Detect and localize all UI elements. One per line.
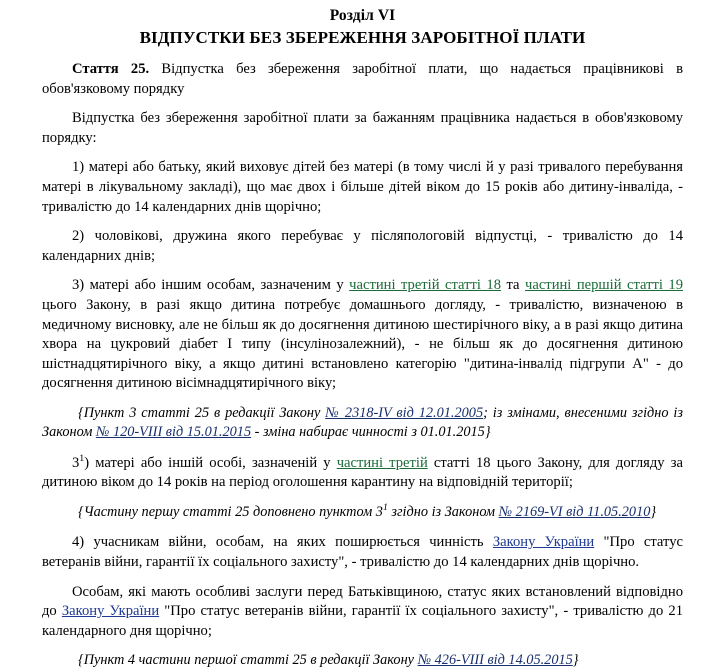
paragraph-item-3-1 [42, 454, 683, 493]
link-law-2318-iv[interactable]: № 2318-IV від 12.01.2005 [325, 404, 484, 421]
paragraph-item-5 [42, 583, 683, 642]
link-part-one-article-19[interactable]: частині першій статті 19 [525, 277, 683, 294]
item-5-tail: "Про статус ветеранів війни, гарантії їх соціального захисту", - тривалістю до 21 календарного дня щорічно; [42, 603, 684, 639]
note-3-mid: ; із змінами, внесеними згідно із Законом [42, 404, 683, 441]
item-3-tail: цього Закону, в разі якщо дитина потребує домашнього догляду, - тривалістю, визначеною в медичному висновку, але не більш як до досягнення дитиною шестирічного віку, а в разі якщо дитина хвора на цукровий діабет I типу (інсулінозалежний), - не більш як до досягнення дитиною шістнадцятирічного віку, а якщо дитині встановлено категорію "дитина-інвалід підгрупи А" - до досягнення дитиною вісімнадцятирічного віку; [42, 296, 683, 392]
link-law-2169-vi[interactable]: № 2169-VI від 11.05.2010 [498, 503, 651, 520]
article-heading-text: Відпустка без збереження заробітної плати, що надається працівникові в обов'язковому порядку [42, 61, 683, 97]
link-part-three-article-18[interactable]: частині третій статті 18 [349, 277, 502, 294]
note-item-4 [42, 651, 683, 670]
link-part-three[interactable]: частині третій [336, 454, 428, 471]
item-3-1-tail: статті 18 цього Закону, для догляду за дитиною віком до 14 років на період оголошення карантину на відповідній території; [42, 454, 683, 491]
link-law-426-viii[interactable]: № 426-VIII від 14.05.2015 [417, 652, 573, 669]
paragraph-intro: Відпустка без збереження заробітної плати за бажанням працівника надається в обов'язковому порядку: [42, 110, 683, 146]
section-label: Розділ VI [329, 7, 396, 24]
item-3-mid: та [501, 277, 526, 294]
note-item-3 [42, 404, 683, 443]
paragraph-item-3 [42, 276, 683, 394]
link-law-120-viii[interactable]: № 120-VIII від 15.01.2015 [95, 424, 252, 441]
note-4-tail: } [572, 652, 579, 669]
item-4-tail: "Про статус ветеранів війни, гарантії їх соціального захисту", - тривалістю до 14 календарних днів щорічно. [42, 534, 683, 570]
note-3-1-tail: } [650, 503, 657, 520]
note-3-lead: {Пункт 3 статті 25 в редакції Закону [78, 404, 326, 421]
paragraph-item-2: 2) чоловікові, дружина якого перебуває у післяпологовій відпустці, - тривалістю до 14 календарних днів; [42, 228, 683, 264]
item-3-1-lead: ) матері або іншій особі, зазначеній у [84, 454, 337, 471]
note-3-tail: - зміна набирає чинності з 01.01.2015} [251, 424, 491, 441]
item-3-1-superscript: 1 [79, 452, 85, 464]
item-3-1-number: 3 [72, 454, 80, 471]
section-title: ВІДПУСТКИ БЕЗ ЗБЕРЕЖЕННЯ ЗАРОБІТНОЇ ПЛАТИ [139, 28, 586, 47]
item-5-lead: Особам, які мають особливі заслуги перед Батьківщиною, статус яких встановлений відповідно до [42, 583, 683, 620]
note-item-3-1 [42, 503, 683, 522]
paragraph-item-1: 1) матері або батьку, який виховує дітей без матері (в тому числі й у разі тривалого перебування матері в лікувальному закладі), що має двох і більше дітей віком до 15 років або дитину-інваліда, - тривалістю до 14 календарних днів щорічно; [42, 159, 683, 215]
link-law-of-ukraine-veterans-2[interactable]: Закону України [61, 603, 160, 620]
link-law-of-ukraine-veterans-1[interactable]: Закону України [492, 534, 595, 551]
note-3-1-superscript: 1 [382, 502, 388, 514]
article-number: Стаття 25. [72, 61, 150, 77]
note-4-lead: {Пункт 4 частини першої статті 25 в редакції Закону [78, 652, 418, 669]
note-3-1-mid: згідно із Законом [387, 503, 499, 520]
item-3-lead: 3) матері або іншим особам, зазначеним у [72, 277, 350, 294]
note-3-1-lead: {Частину першу статті 25 доповнено пунктом 3 [78, 503, 383, 520]
paragraph-item-4 [42, 533, 683, 572]
article-heading [42, 60, 683, 99]
item-4-lead: 4) учасникам війни, особам, на яких поширюється чинність [72, 534, 493, 551]
